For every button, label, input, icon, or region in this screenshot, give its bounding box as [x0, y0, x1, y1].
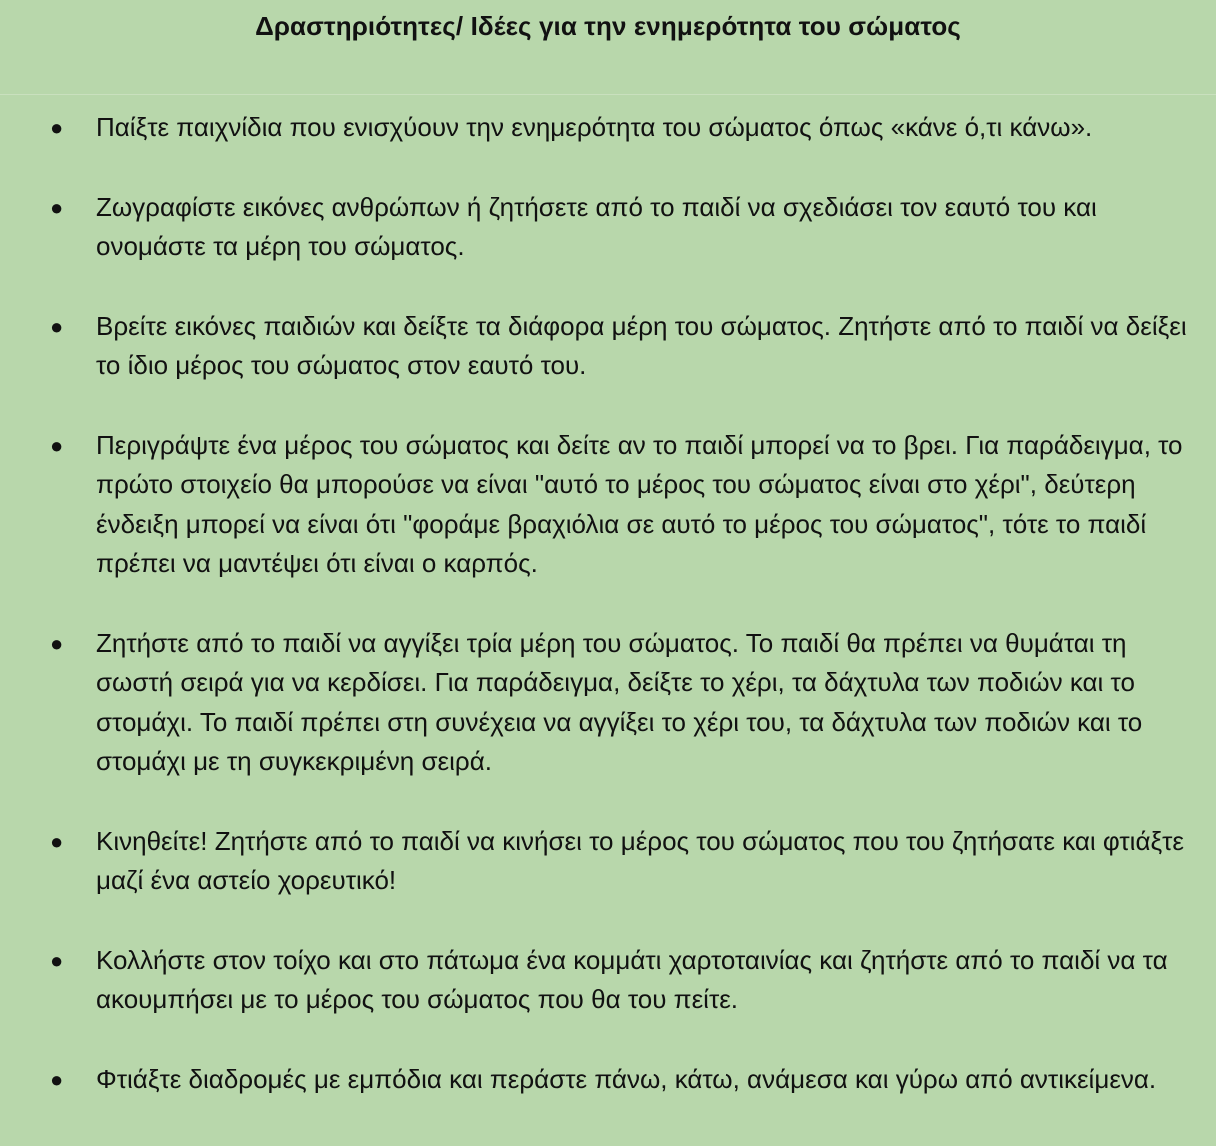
page-title: Δραστηριότητες/ Ιδέες για την ενημερότητα του σώματος	[255, 11, 961, 41]
list-item	[0, 822, 1216, 901]
list-item-text: Βρείτε εικόνες παιδιών και δείξτε τα διάφορα μέρη του σώματος. Ζητήστε από το παιδί να δείξει το ίδιο μέρος του σώματος στον εαυτό του.	[96, 310, 1187, 380]
bullet-icon: ●	[50, 194, 64, 220]
list-item-text: Παίξτε παιχνίδια που ενισχύουν την ενημερότητα του σώματος όπως «κάνε ό,τι κάνω».	[96, 112, 1093, 142]
activity-list	[0, 108, 1216, 1139]
list-item	[0, 1060, 1216, 1100]
title-bar	[0, 0, 1216, 95]
list-item	[0, 941, 1216, 1020]
list-item	[0, 624, 1216, 782]
list-item-text: Ζωγραφίστε εικόνες ανθρώπων ή ζητήσετε από το παιδί να σχεδιάσει τον εαυτό του και ονομάστε τα μέρη του σώματος.	[96, 191, 1097, 261]
list-item-text: Κινηθείτε! Ζητήστε από το παιδί να κινήσει το μέρος του σώματος που του ζητήσατε και φτιάξτε μαζί ένα αστείο χορευτικό!	[96, 825, 1184, 895]
bullet-icon: ●	[50, 828, 64, 854]
bullet-icon: ●	[50, 432, 64, 458]
list-item	[0, 108, 1216, 148]
bullet-icon: ●	[50, 630, 64, 656]
bullet-icon: ●	[50, 947, 64, 973]
list-item-text: Φτιάξτε διαδρομές με εμπόδια και περάστε πάνω, κάτω, ανάμεσα και γύρω από αντικείμενα.	[96, 1063, 1157, 1094]
list-item	[0, 307, 1216, 386]
list-item	[0, 426, 1216, 584]
list-item-text: Ζητήστε από το παιδί να αγγίξει τρία μέρη του σώματος. Το παιδί θα πρέπει να θυμάται τη σωστή σειρά για να κερδίσει. Για παράδειγμα, δείξτε το χέρι, τα δάχτυλα των ποδιών και το στομάχι. Το παιδί πρέπει στη συνέχεια να αγγίξει το χέρι του, τα δάχτυλα των ποδιών και το στομάχι με τη συγκεκριμένη σειρά.	[96, 627, 1143, 776]
bullet-icon: ●	[50, 115, 64, 140]
list-item-text: Περιγράψτε ένα μέρος του σώματος και δείτε αν το παιδί μπορεί να το βρει. Για παράδειγμα, το πρώτο στοιχείο θα μπορούσε να είναι "αυτό το μέρος του σώματος είναι στο χέρι", δεύτερη ένδειξη μπορεί να είναι ότι "φοράμε βραχιόλια σε αυτό το μέρος του σώματος", τότε το παιδί πρέπει να μαντέψει ότι είναι ο καρπός.	[96, 429, 1183, 578]
list-item-text: Κολλήστε στον τοίχο και στο πάτωμα ένα κομμάτι χαρτοταινίας και ζητήστε από το παιδί να τα ακουμπήσει με το μέρος του σώματος που θα του πείτε.	[96, 944, 1168, 1014]
bullet-icon: ●	[50, 1066, 64, 1092]
bullet-icon: ●	[50, 313, 64, 339]
list-item	[0, 188, 1216, 267]
